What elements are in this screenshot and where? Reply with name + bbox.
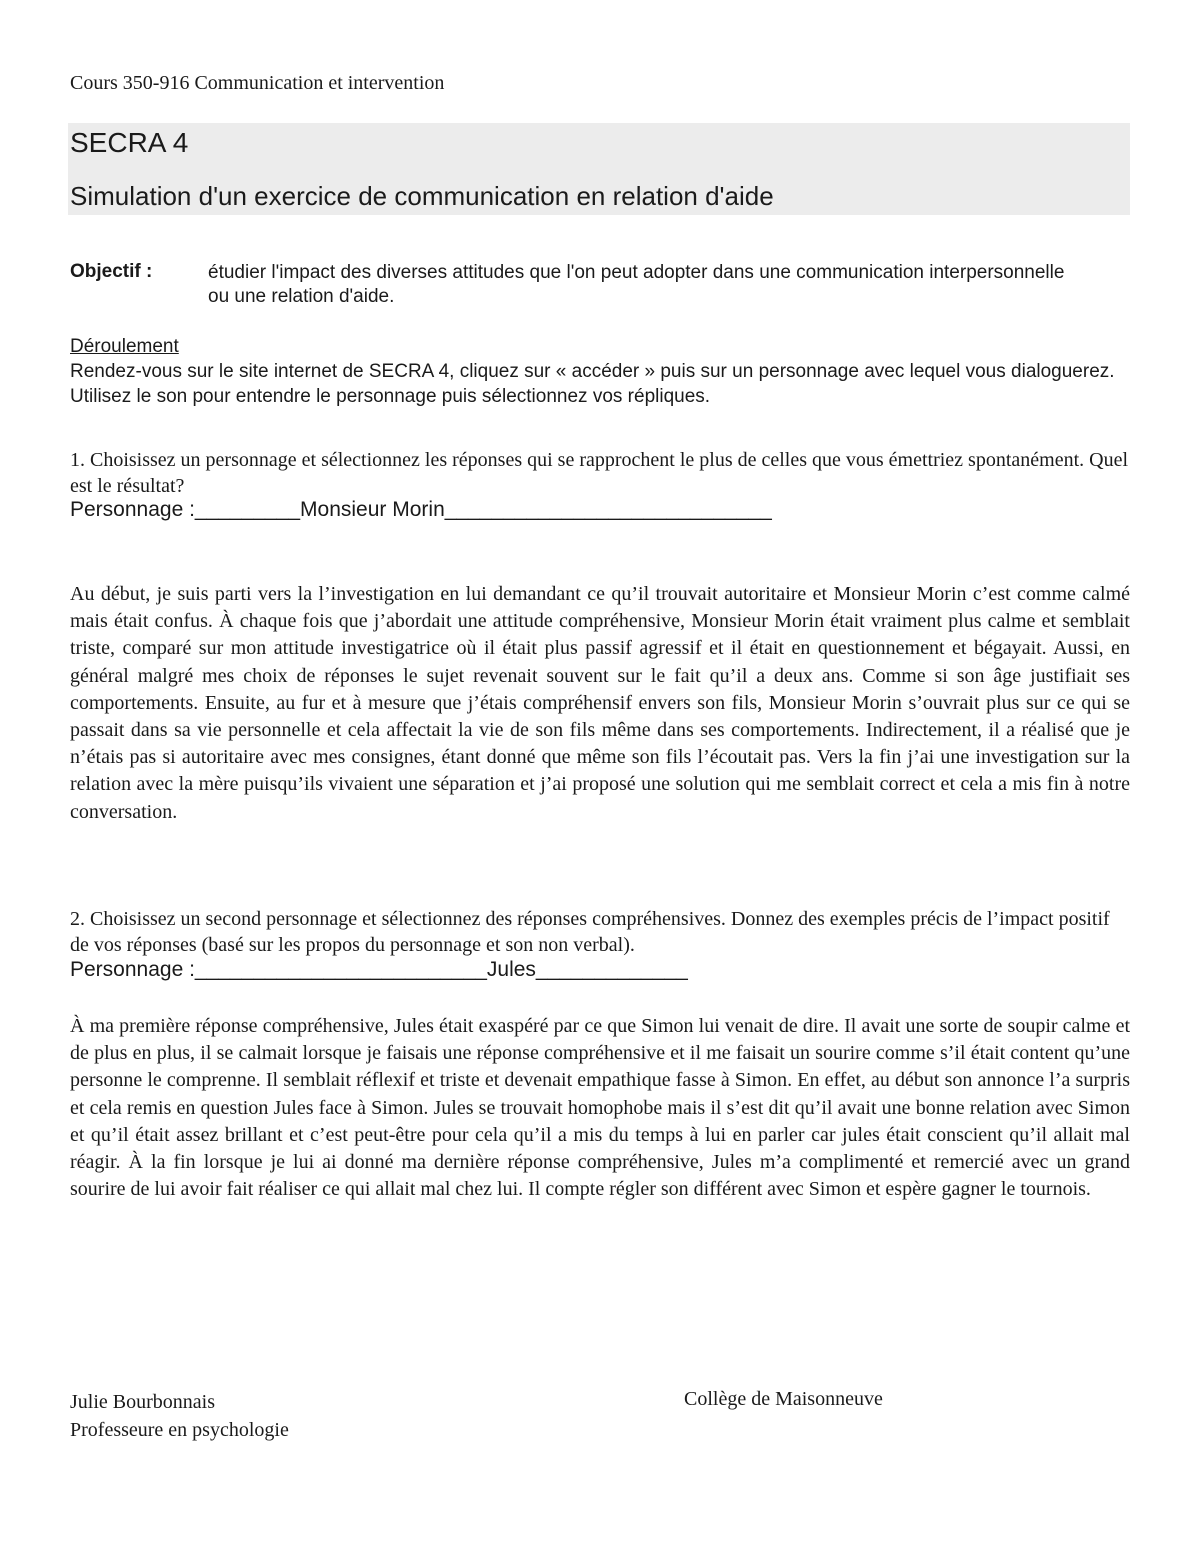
signature-name: Julie Bourbonnais [70, 1391, 215, 1413]
course-header: Cours 350-916 Communication et intervention [70, 72, 445, 94]
question-1: 1. Choisissez un personnage et sélectionnez les réponses qui se rapprochent le plus de celles que vous émettriez spontanément. Quel est le résultat? [70, 449, 1129, 497]
question-2: 2. Choisissez un second personnage et sélectionnez des réponses compréhensives. Donnez des exemples précis de l’impact positif de vos réponses (basé sur les propos du personnage et son non verbal). [70, 908, 1110, 956]
deroulement-heading: Déroulement [70, 336, 179, 357]
deroulement-text: Rendez-vous sur le site internet de SECRA 4, cliquez sur « accéder » puis sur un personnage avec lequel vous dialoguerez. Utilisez le son pour entendre le personnage puis sélectionnez vos répliques. [70, 361, 1115, 407]
document-title: SECRA 4 [70, 127, 189, 158]
question-2-personnage: Personnage :_________________________Jules_____________ [70, 958, 688, 981]
title-block [68, 123, 1130, 215]
question-1-answer: Au début, je suis parti vers la l’investigation en lui demandant ce qu’il trouvait autoritaire et Monsieur Morin c’est comme calmé mais était confus. À chaque fois que j’abordait une attitude compréhensive, Monsieur Morin était vraiment plus calme et semblait triste, comparé sur mon attitude investigatrice où il était plus passif agressif et il était en questionnement et bégayait. Aussi, en général malgré mes choix de réponses le sujet revenait souvent sur le fait qu’il a deux ans. Comme si son âge justifiait ses comportements. Ensuite, au fur et à mesure que j’étais compréhensif envers son fils, Monsieur Morin s’ouvrait plus sur ce qui se passait dans sa vie personnelle et cela affectait la vie de son fils même dans ses comportements. Indirectement, il a réalisé que je n’étais pas si autoritaire avec mes consignes, étant donné que même son fils l’écoutait pas. Vers la fin j’ai une investigation sur la relation avec la mère puisqu’ils vivaient une séparation et j’ai proposé une solution qui me semblait correct et cela a mis fin à notre conversation. [70, 583, 1130, 823]
deroulement-section [70, 334, 1130, 409]
question-1-personnage: Personnage :_________Monsieur Morin____________________________ [70, 498, 772, 521]
question-2-answer: À ma première réponse compréhensive, Jules était exaspéré par ce que Simon lui venait de dire. Il avait une sorte de soupir calme et de plus en plus, il se calmait lorsque je faisais une réponse compréhensive et il me faisait un sourire comme s’il était content qu’une personne le comprenne. Il semblait réflexif et triste et devenait empathique fasse à Simon. En effet, au début son annonce l’a surpris et cela remis en question Jules face à Simon. Jules se trouvait homophobe mais il s’est dit qu’il avait une bonne relation avec Simon et qu’il était assez brillant et c’est peut-être pour cela qu’il a mis du temps à lui en parler car jules était conscient qu’il allait mal réagir. À la fin lorsque je lui ai donné ma dernière réponse compréhensive, Jules m’a complimenté et remercié avec un grand sourire de lui avoir fait réaliser ce qui allait mal chez lui. Il compte régler son différent avec Simon et espère gagner le tournois. [70, 1015, 1130, 1201]
signature-institution: Collège de Maisonneuve [684, 1388, 883, 1410]
signature-block [70, 1388, 289, 1444]
objective-label: Objectif : [70, 261, 153, 282]
objective-text: étudier l'impact des diverses attitudes que l'on peut adopter dans une communication interpersonnelle ou une relation d'aide. [208, 262, 1065, 307]
document-subtitle: Simulation d'un exercice de communication en relation d'aide [70, 181, 774, 211]
signature-role: Professeure en psychologie [70, 1419, 289, 1441]
